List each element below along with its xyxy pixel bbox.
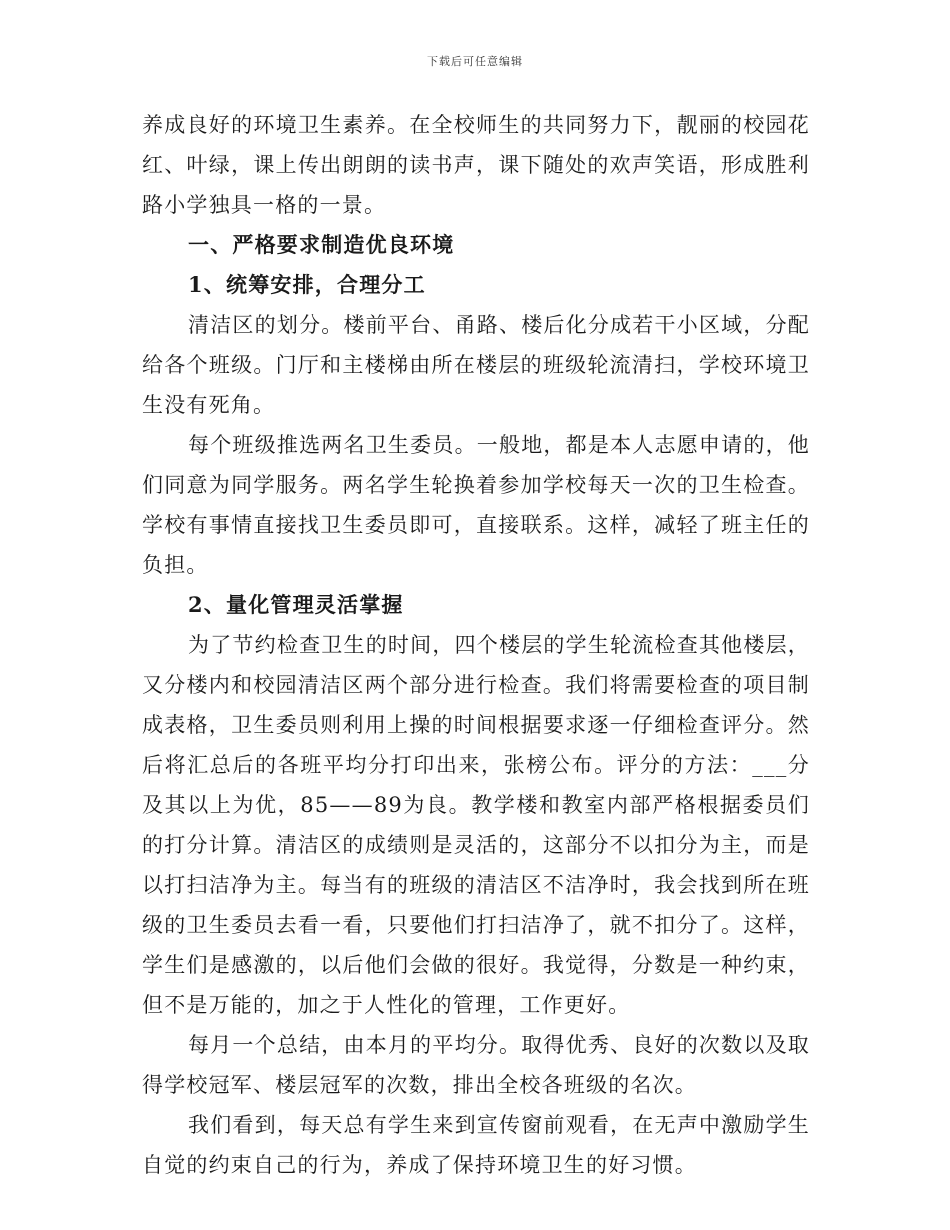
document-body (142, 105, 810, 1185)
subsection-heading-2: 2、量化管理灵活掌握 (188, 592, 404, 617)
paragraph-monthly-summary: 每月一个总结，由本月的平均分。取得优秀、良好的次数以及取得学校冠军、楼层冠军的次数，排出全校各班级的名次。 (142, 1033, 810, 1097)
paragraph-continued: 养成良好的环境卫生素养。在全校师生的共同努力下，靓丽的校园花红、叶绿，课上传出朗朗的读书声，课下随处的欢声笑语，形成胜利路小学独具一格的一景。 (142, 113, 810, 217)
page-header-note: 下载后可任意编辑 (427, 55, 523, 68)
paragraph-hygiene-committee: 每个班级推选两名卫生委员。一般地，都是本人志愿申请的，他们同意为同学服务。两名学生轮换着参加学校每天一次的卫生检查。学校有事情直接找卫生委员即可，直接联系。这样，减轻了班主任的负担。 (142, 433, 810, 577)
section-heading: 一、严格要求制造优良环境 (188, 232, 455, 257)
paragraph-cleaning-areas: 清洁区的划分。楼前平台、甬路、楼后化分成若干小区域，分配给各个班级。门厅和主楼梯由所在楼层的班级轮流清扫，学校环境卫生没有死角。 (142, 313, 810, 417)
paragraph-scoring: 为了节约检查卫生的时间，四个楼层的学生轮流检查其他楼层，又分楼内和校园清洁区两个部分进行检查。我们将需要检查的项目制成表格，卫生委员则利用上操的时间根据要求逐一仔细检查评分。然后将汇总后的各班平均分打印出来，张榜公布。评分的方法：___分及其以上为优，85——89为良。教学楼和教室内部严格根据委员们的打分计算。清洁区的成绩则是灵活的，这部分不以扣分为主，而是以打扫洁净为主。每当有的班级的清洁区不洁净时，我会找到所在班级的卫生委员去看一看，只要他们打扫洁净了，就不扣分了。这样，学生们是感激的，以后他们会做的很好。我觉得，分数是一种约束，但不是万能的，加之于人性化的管理，工作更好。 (142, 633, 810, 1017)
paragraph-conclusion: 我们看到，每天总有学生来到宣传窗前观看，在无声中激励学生自觉的约束自己的行为，养成了保持环境卫生的好习惯。 (142, 1113, 810, 1177)
subsection-heading-1: 1、统筹安排，合理分工 (188, 272, 426, 297)
